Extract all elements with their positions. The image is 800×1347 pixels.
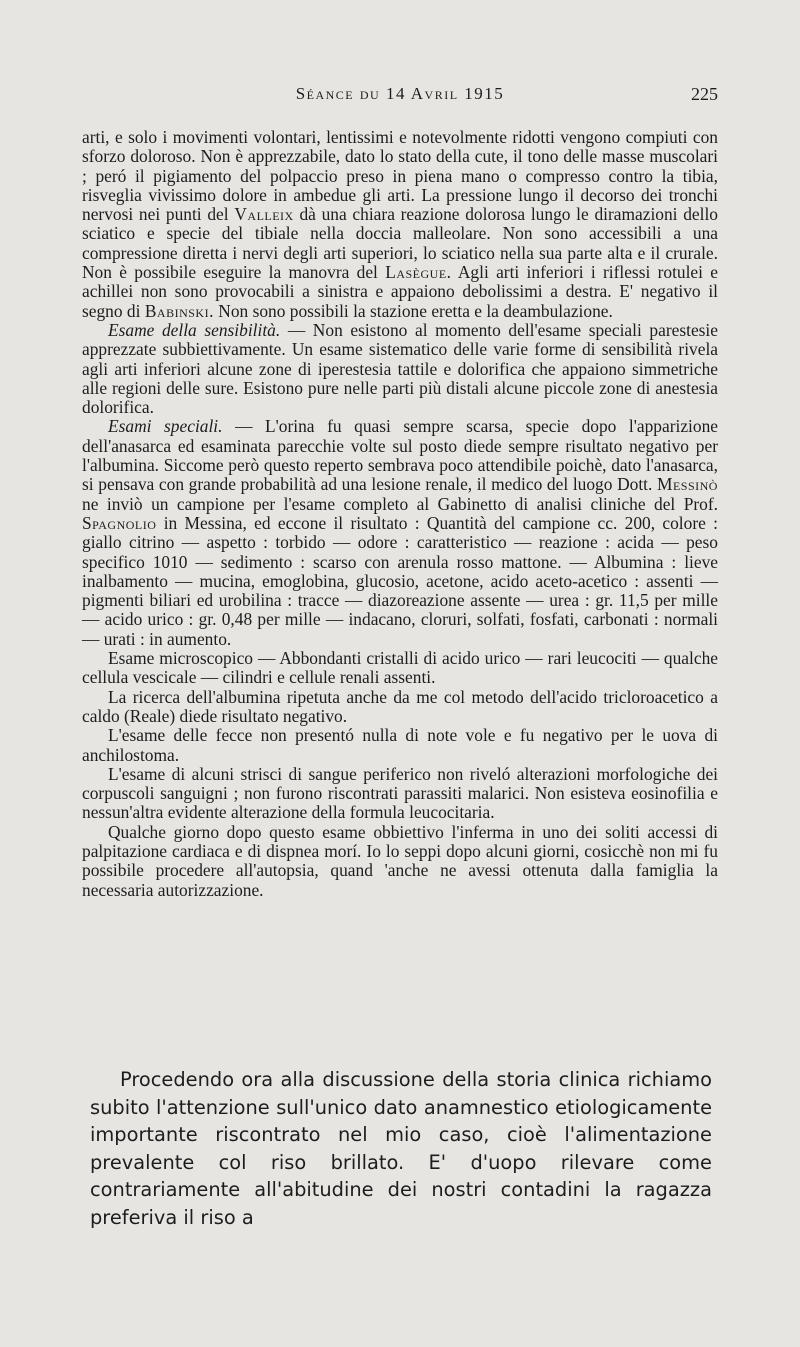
page-number: 225 [691, 84, 718, 104]
text-run: ne inviò un campione per l'esame completo al Gabinetto di analisi cliniche del Prof. [82, 493, 718, 514]
section-title: Esami speciali. [108, 416, 223, 437]
paragraph: Qualche giorno dopo questo esame obbiettivo l'inferma in uno dei soliti accessi di palpitazione cardiaca e di dispnea morí. Io lo seppi dopo alcuni giorni, cosicchè non mi fu possibile procedere all'autopsia, quand 'anche ne avessi ottenuta dalla famiglia la necessaria autorizzazione. [82, 821, 718, 900]
text-run: — L'orina fu quasi sempre scarsa, specie dopo l'apparizione dell'anasarca ed esaminata parecchie volte sul posto diede sempre risultato negativo per l'albumina. Siccome però questo reperto sembrava poco attendibile poichè, dato l'anasarca, si pensava con grande probabilità ad una lesione renale, il medico del luogo Dott. [82, 416, 719, 495]
text-run: arti, e solo i movimenti volontari, lentissimi e notevolmente ridotti vengono compiuti con sforzo doloroso. Non è apprezzabile, dato lo stato della cute, il tono delle masse muscolari ; peró il pigiamento del polpaccio preso in piena mano o compresso contro la tibia, risveglia vivissimo dolore in ambedue gli arti. La pressione lungo il decorso dei tronchi nervosi nei punti del [82, 127, 718, 225]
author-name: Spagnolio [82, 512, 157, 533]
paragraph [82, 128, 718, 321]
running-head: Séance du 14 Avril 1915 [295, 84, 505, 103]
text-run: Non sono possibili la stazione eretta e la deambulazione. [218, 300, 613, 321]
text-run: Agli arti inferiori i riflessi rotulei e achillei non sono provocabili a sinistra e appaiono debolissimi a destra. E' negativo il segno di [82, 262, 719, 321]
paragraph [82, 417, 718, 649]
text-run: — Non esistono al momento dell'esame speciali parestesie apprezzate subbiettivamente. Un esame sistematico delle varie forme di sensibilità rivela agli arti inferiori alcune zone di iperestesia tattile e dolorifica che appaiono simmetriche alle regioni delle sure. Esistono pure nelle parti più distali alcune piccole zone di anestesia dolorifica. [82, 319, 718, 418]
text-run: dà una chiara reazione dolorosa lungo le diramazioni dello sciatico e specie del tibiale nella doccia malleolare. Non sono accessibili a una compressione diretta i nervi degli arti superiori, lo sciatico nella sua parte alta e il crurale. Non è possibile eseguire la manovra del [82, 204, 719, 283]
author-name: Babinski. [144, 300, 214, 321]
section-title: Esame della sensibilità. [108, 319, 281, 340]
author-name: Valleix [234, 204, 294, 225]
paragraph: L'esame delle fecce non presentó nulla di note vole e fu negativo per le uova di anchilostoma. [82, 725, 718, 765]
paragraph [82, 321, 718, 417]
body-text [82, 128, 718, 900]
text-run: in Messina, ed eccone il risultato : Quantità del campione cc. 200, colore : giallo citrino — aspetto : torbido — odore : caratteristico — reazione : acida — peso specifico 1010 — sedimento : scarso con arenula rosso mattone. — Albumina : lieve inalbamento — mucina, emoglobina, glucosio, acetone, acido aceto-acetico : assenti — pigmenti biliari ed urobilina : tracce — diazoreazione assente — urea : gr. 11,5 per mille — acido urico : gr. 0,48 per mille — indacano, cloruri, solfati, fosfati, carbonati : normali — urati : in aumento. [82, 512, 718, 649]
paragraph: L'esame di alcuni strisci di sangue periferico non riveló alterazioni morfologiche dei corpuscoli sanguigni ; non furono riscontrati parassiti malarici. Non esisteva eosinofilia e nessun'altra evidente alterazione della formula leucocitaria. [82, 763, 718, 823]
page-header [82, 84, 718, 110]
paragraph: La ricerca dell'albumina ripetuta anche da me col metodo dell'acido tricloroacetico a caldo (Reale) diede risultato negativo. [82, 686, 718, 726]
author-name: Lasègue. [385, 262, 452, 283]
paragraph: Procedendo ora alla discussione della storia clinica richiamo subito l'attenzione sull'unico dato anamnestico etiologicamente importante riscontrato nel mio caso, cioè l'alimentazione prevalente col riso brillato. E' d'uopo rilevare come contrariamente all'abitudine dei nostri contadini la ragazza preferiva il riso a [90, 1068, 712, 1229]
paragraph: Esame microscopico — Abbondanti cristalli di acido urico — rari leucociti — qualche cellula vescicale — cilindri e cellule renali assenti. [82, 648, 718, 688]
discussion-text [90, 1066, 712, 1232]
author-name: Messinò [657, 474, 718, 495]
